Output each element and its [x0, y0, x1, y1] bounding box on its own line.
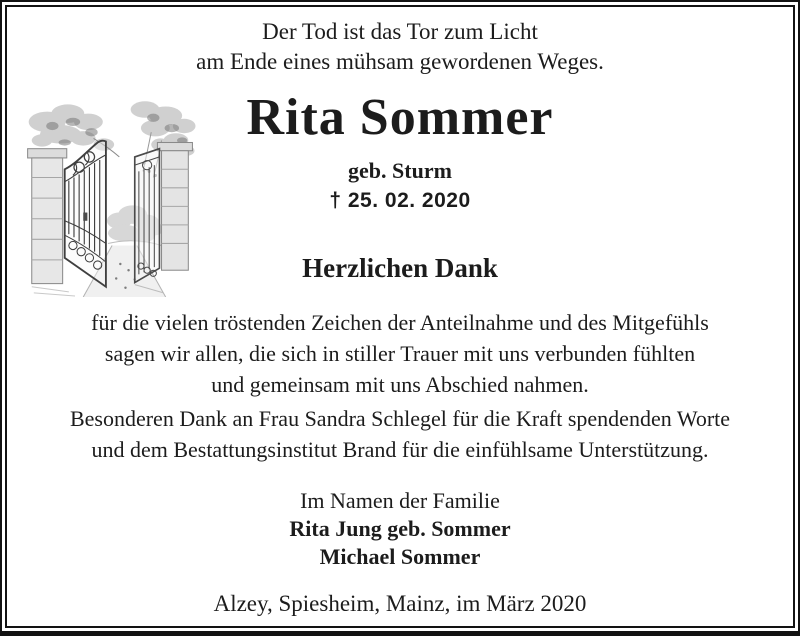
gate-leaf-left	[65, 141, 106, 287]
thanks-line-2: sagen wir allen, die sich in stiller Trauer mit uns verbunden fühlten	[104, 341, 696, 366]
epigraph-line-2: am Ende eines mühsam gewordenen Weges.	[196, 49, 604, 74]
special-thanks-line-2: und dem Bestattungsinstitut Brand für die einfühlsame Unterstützung.	[91, 437, 709, 462]
thanks-paragraph	[7, 307, 793, 400]
places-date-line: Alzey, Spiesheim, Mainz, im März 2020	[213, 591, 587, 616]
closing-intro: Im Namen der Familie	[300, 488, 500, 513]
epigraph	[7, 17, 793, 77]
stone-pillar-left	[28, 149, 67, 284]
mourner-name-2: Michael Sommer	[319, 544, 481, 569]
death-date: † 25. 02. 2020	[329, 189, 471, 212]
open-gate-sketch-svg	[21, 91, 197, 297]
thanks-line-1: für die vielen tröstenden Zeichen der Anteilnahme und des Mitgefühls	[91, 310, 709, 335]
epigraph-line-1: Der Tod ist das Tor zum Licht	[262, 19, 538, 44]
deceased-name: Rita Sommer	[246, 89, 554, 146]
thanks-line-3: und gemeinsam mit uns Abschied nahmen.	[211, 372, 589, 397]
thanks-heading: Herzlichen Dank	[302, 253, 498, 283]
special-thanks-paragraph	[7, 403, 793, 465]
stone-pillar-right	[157, 143, 192, 271]
special-thanks-line-1: Besonderen Dank an Frau Sandra Schlegel für die Kraft spendenden Worte	[69, 406, 731, 431]
mourner-name-1: Rita Jung geb. Sommer	[289, 516, 511, 541]
notice-inner-frame	[5, 5, 795, 628]
gate-leaf-right	[135, 149, 164, 293]
closing-block	[7, 487, 793, 571]
maiden-name: geb. Sturm	[348, 158, 452, 183]
open-gate-illustration	[21, 91, 197, 297]
